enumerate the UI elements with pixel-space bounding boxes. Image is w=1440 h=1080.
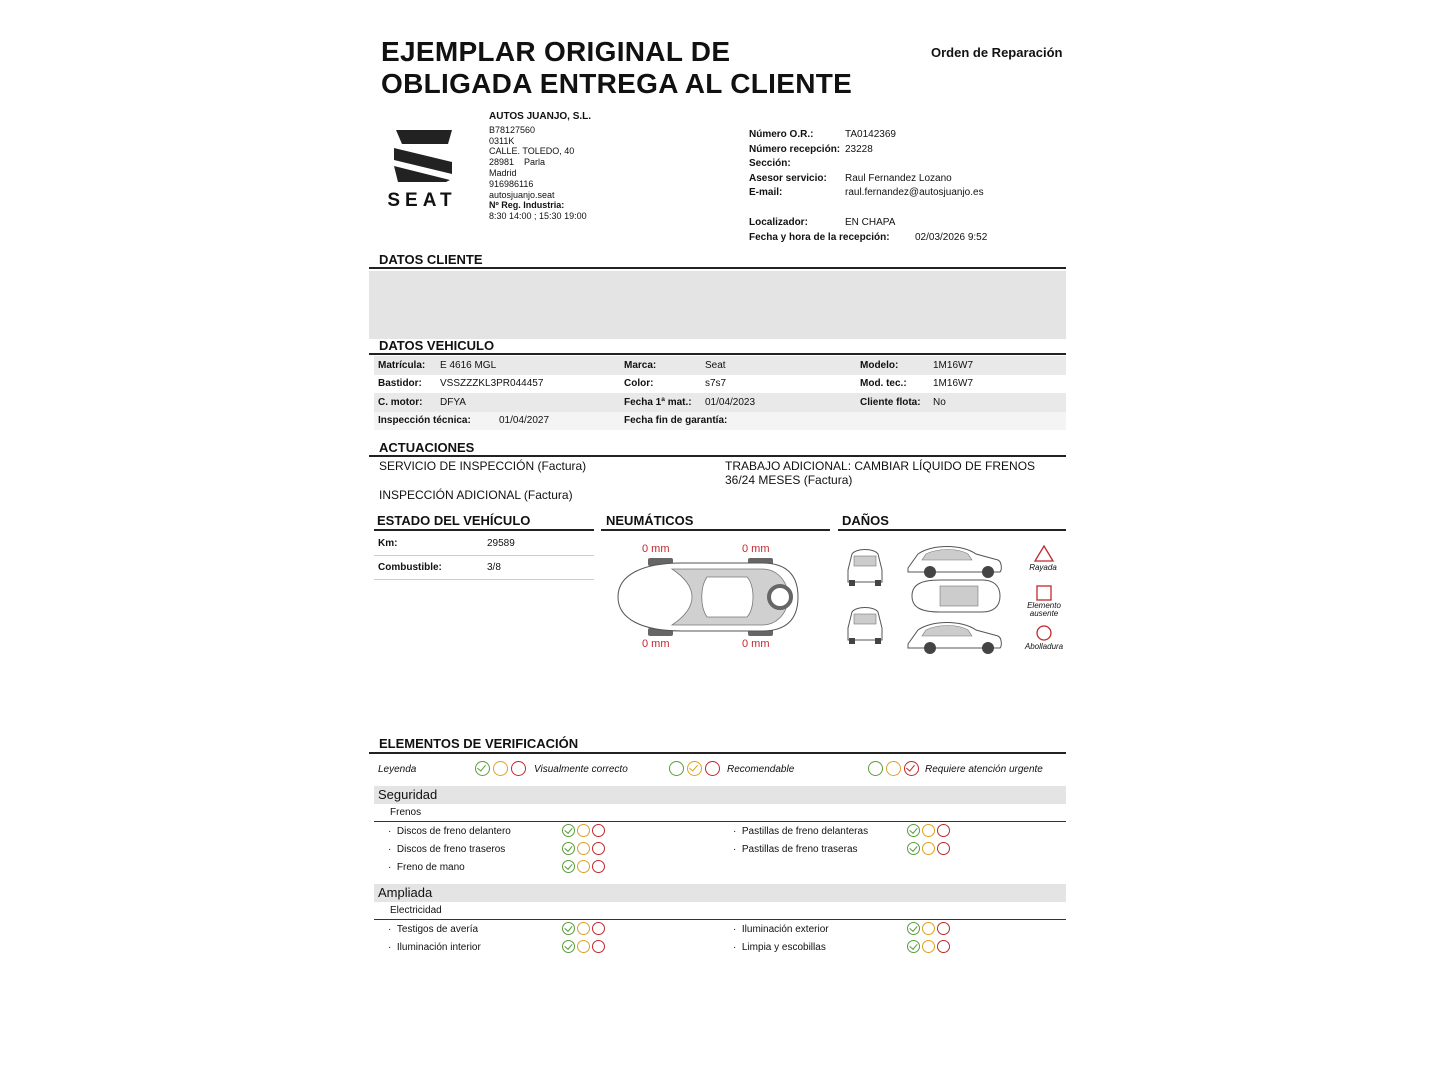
- category-extended: Ampliada: [374, 884, 1066, 902]
- damage-car-diagram: [842, 540, 1022, 655]
- order-number-label: Número O.R.:: [749, 129, 814, 140]
- check-item-label: Iluminación interior: [396, 942, 481, 953]
- urg-ring-icon: [592, 824, 605, 837]
- fuel-value: 3/8: [487, 562, 501, 573]
- modtec-value: 1M16W7: [933, 378, 974, 390]
- missing-legend-line2: ausente: [1029, 609, 1059, 618]
- urg-ring-icon: [705, 761, 720, 776]
- company-info: [489, 112, 591, 222]
- check-item: · Pastillas de freno delanteras: [733, 826, 869, 837]
- legend-label: Leyenda: [378, 764, 417, 775]
- seat-logo: [372, 126, 472, 210]
- plate-value: E 4616 MGL: [440, 359, 497, 371]
- section-row: [749, 157, 987, 172]
- vin-value: VSSZZZKL3PR044457: [440, 378, 544, 390]
- action-item: SERVICIO DE INSPECCIÓN (Factura): [379, 459, 587, 473]
- category-security: Seguridad: [374, 786, 1066, 804]
- advisor-label: Asesor servicio:: [749, 172, 827, 184]
- rec-ring-icon: [493, 761, 508, 776]
- subcategory-electrical: Electricidad: [390, 905, 442, 916]
- modtec-label: Mod. tec.:: [860, 378, 907, 390]
- ok-check-icon: [562, 860, 575, 873]
- inspection-value: 01/04/2027: [499, 415, 550, 427]
- reception-date: 02/03/2026 9:52: [915, 231, 988, 243]
- check-item: · Limpia y escobillas: [733, 942, 826, 953]
- fleet-value: No: [933, 396, 946, 408]
- urg-ring-icon: [937, 922, 950, 935]
- first-reg-value: 01/04/2023: [705, 396, 756, 408]
- urg-ring-icon: [592, 922, 605, 935]
- check-status-rings: [562, 824, 605, 837]
- brand-value: Seat: [705, 359, 726, 371]
- ok-check-icon: [562, 922, 575, 935]
- km-value: 29589: [487, 538, 515, 549]
- check-item-label: Pastillas de freno delanteras: [741, 826, 869, 837]
- ok-check-icon: [907, 940, 920, 953]
- rec-ring-icon: [922, 842, 935, 855]
- check-status-rings: [907, 940, 950, 953]
- color-value: s7s7: [705, 378, 727, 390]
- legend-urg-text: Requiere atención urgente: [925, 764, 1043, 775]
- company-street: CALLE. TOLEDO, 40: [489, 146, 575, 157]
- title-line-2: OBLIGADA ENTREGA AL CLIENTE: [381, 68, 853, 99]
- scratch-legend: Rayada: [1029, 563, 1057, 572]
- section-checks-title: ELEMENTOS DE VERIFICACIÓN: [379, 736, 579, 751]
- section-vehicle-title: DATOS VEHICULO: [379, 338, 495, 353]
- check-item: · Testigos de avería: [388, 924, 479, 935]
- rec-ring-icon: [922, 940, 935, 953]
- advisor-name: Raul Fernandez Lozano: [845, 172, 952, 184]
- rec-ring-icon: [577, 940, 590, 953]
- engine-value: DFYA: [440, 396, 466, 408]
- legend-urg-rings: [868, 761, 919, 776]
- missing-legend-line1: Elemento: [1027, 601, 1061, 610]
- check-status-rings: [907, 824, 950, 837]
- scratch-triangle-icon: [1034, 545, 1054, 563]
- divider: [369, 267, 1066, 269]
- tyre-rear-left-depth: 0 mm: [642, 638, 670, 650]
- missing-square-icon: [1036, 585, 1052, 601]
- action-item: INSPECCIÓN ADICIONAL (Factura): [379, 488, 573, 502]
- divider: [838, 529, 1066, 531]
- model-label: Modelo:: [860, 359, 899, 371]
- table-row: [374, 356, 1066, 375]
- plate-label: Matrícula:: [378, 359, 426, 371]
- check-item-label: Limpia y escobillas: [741, 942, 826, 953]
- check-item-label: Testigos de avería: [396, 924, 479, 935]
- rec-ring-icon: [886, 761, 901, 776]
- divider: [369, 752, 1066, 754]
- divider: [374, 529, 594, 531]
- fleet-label: Cliente flota:: [860, 396, 921, 408]
- divider: [369, 455, 1066, 457]
- legend-ok-text: Visualmente correcto: [534, 764, 628, 775]
- email-row: [749, 186, 987, 201]
- table-row: [374, 412, 1066, 431]
- action-item-line2: 36/24 MESES (Factura): [725, 473, 853, 487]
- ok-ring-icon: [669, 761, 684, 776]
- missing-legend: [1024, 602, 1064, 618]
- email-label: E-mail:: [749, 187, 783, 199]
- urg-ring-icon: [592, 842, 605, 855]
- vehicle-table: [374, 356, 1066, 430]
- divider: [369, 353, 1066, 355]
- action-item-line1: TRABAJO ADICIONAL: CAMBIAR LÍQUIDO DE FRENOS: [725, 459, 1036, 473]
- engine-label: C. motor:: [378, 396, 423, 408]
- rec-ring-icon: [922, 922, 935, 935]
- company-hours: 8:30 14:00 ; 15:30 19:00: [489, 211, 587, 222]
- check-item: · Discos de freno traseros: [388, 844, 506, 855]
- urg-ring-icon: [592, 940, 605, 953]
- legend-rec-text: Recomendable: [727, 764, 795, 775]
- company-postal-town: [489, 157, 591, 168]
- check-status-rings: [562, 940, 605, 953]
- company-reg-label: Nº Reg. Industria:: [489, 200, 565, 211]
- section-label: Sección:: [749, 158, 791, 170]
- vehicle-state: [374, 532, 594, 580]
- rec-ring-icon: [577, 824, 590, 837]
- section-actions-title: ACTUACIONES: [379, 440, 475, 455]
- title-line-1: EJEMPLAR ORIGINAL DE: [381, 36, 731, 67]
- urg-ring-icon: [511, 761, 526, 776]
- legend-ok-rings: [475, 761, 526, 776]
- rec-ring-icon: [577, 860, 590, 873]
- brand-label: Marca:: [624, 359, 657, 371]
- company-web: autosjuanjo.seat: [489, 189, 555, 200]
- reception-date-label: Fecha y hora de la recepción:: [749, 231, 890, 243]
- urg-ring-icon: [592, 860, 605, 873]
- check-item: · Freno de mano: [388, 862, 465, 873]
- urg-ring-icon: [937, 824, 950, 837]
- check-status-rings: [562, 860, 605, 873]
- urg-check-icon: [904, 761, 919, 776]
- company-town: Parla: [524, 157, 546, 168]
- warranty-end-label: Fecha fin de garantía:: [624, 415, 728, 427]
- ok-check-icon: [562, 842, 575, 855]
- order-number: TA0142369: [845, 129, 896, 140]
- check-item-label: Freno de mano: [396, 862, 465, 873]
- action-item: [725, 459, 1035, 487]
- tyre-front-left-depth: 0 mm: [642, 543, 670, 555]
- check-item: · Discos de freno delantero: [388, 826, 511, 837]
- check-item-label: Discos de freno traseros: [396, 844, 506, 855]
- model-value: 1M16W7: [933, 359, 974, 371]
- km-label: Km:: [378, 538, 398, 549]
- brand-wordmark: SEAT: [387, 190, 457, 211]
- check-item-label: Iluminación exterior: [741, 924, 829, 935]
- legend-rec-rings: [669, 761, 720, 776]
- divider: [601, 529, 830, 531]
- check-item: · Iluminación interior: [388, 942, 481, 953]
- reception-date-row: [749, 231, 987, 246]
- subcategory-brakes: Frenos: [390, 807, 422, 818]
- ok-check-icon: [475, 761, 490, 776]
- company-postal: 28981: [489, 157, 515, 168]
- color-label: Color:: [624, 378, 654, 390]
- locator-value: EN CHAPA: [845, 216, 896, 228]
- section-state-title: ESTADO DEL VEHÍCULO: [377, 513, 531, 528]
- rec-ring-icon: [922, 824, 935, 837]
- ok-check-icon: [562, 940, 575, 953]
- reception-number-label: Número recepción:: [749, 143, 841, 155]
- client-data-block: [369, 271, 1066, 339]
- check-status-rings: [562, 922, 605, 935]
- check-status-rings: [562, 842, 605, 855]
- section-tyres-title: NEUMÁTICOS: [606, 513, 694, 528]
- company-city: Madrid: [489, 167, 517, 178]
- check-item-label: Pastillas de freno traseras: [741, 844, 858, 855]
- reception-number-row: [749, 143, 987, 158]
- fuel-label: Combustible:: [378, 562, 442, 573]
- ok-check-icon: [907, 824, 920, 837]
- dent-circle-icon: [1036, 625, 1052, 641]
- document-title: [381, 36, 852, 100]
- company-name: AUTOS JUANJO, S.L.: [489, 111, 592, 122]
- locator-row: [749, 216, 987, 231]
- vin-label: Bastidor:: [378, 378, 422, 390]
- company-code: 0311K: [489, 135, 515, 146]
- advisor-row: [749, 172, 987, 187]
- document-type: Orden de Reparación: [931, 45, 1063, 60]
- first-reg-label: Fecha 1ª mat.:: [624, 396, 692, 408]
- km-row: [374, 532, 594, 556]
- ok-check-icon: [907, 842, 920, 855]
- rec-check-icon: [687, 761, 702, 776]
- section-client-title: DATOS CLIENTE: [379, 252, 483, 267]
- check-status-rings: [907, 842, 950, 855]
- inspection-label: Inspección técnica:: [378, 415, 471, 427]
- ok-check-icon: [907, 922, 920, 935]
- tyre-rear-right-depth: 0 mm: [742, 638, 770, 650]
- urg-ring-icon: [937, 842, 950, 855]
- section-damage-title: DAÑOS: [842, 513, 889, 528]
- check-item: · Iluminación exterior: [733, 924, 829, 935]
- ok-ring-icon: [868, 761, 883, 776]
- locator-label: Localizador:: [749, 216, 808, 228]
- divider: [374, 919, 1066, 920]
- spare-tyre: [769, 586, 791, 608]
- fuel-row: [374, 556, 594, 580]
- reception-number: 23228: [845, 143, 873, 155]
- rec-ring-icon: [577, 922, 590, 935]
- order-info: [749, 128, 987, 245]
- table-row: [374, 393, 1066, 412]
- check-item: · Pastillas de freno traseras: [733, 844, 858, 855]
- urg-ring-icon: [937, 940, 950, 953]
- divider: [374, 821, 1066, 822]
- check-status-rings: [907, 922, 950, 935]
- dent-legend: Abolladura: [1024, 642, 1064, 651]
- check-item-label: Discos de freno delantero: [396, 826, 511, 837]
- rec-ring-icon: [577, 842, 590, 855]
- order-number-row: [749, 128, 987, 143]
- advisor-email: raul.fernandez@autosjuanjo.es: [845, 187, 984, 199]
- company-phone: 916986116: [489, 178, 534, 189]
- tyre-car-diagram: [612, 555, 802, 640]
- tyre-front-right-depth: 0 mm: [742, 543, 770, 555]
- table-row: [374, 375, 1066, 394]
- ok-check-icon: [562, 824, 575, 837]
- company-cif: B78127560: [489, 124, 536, 135]
